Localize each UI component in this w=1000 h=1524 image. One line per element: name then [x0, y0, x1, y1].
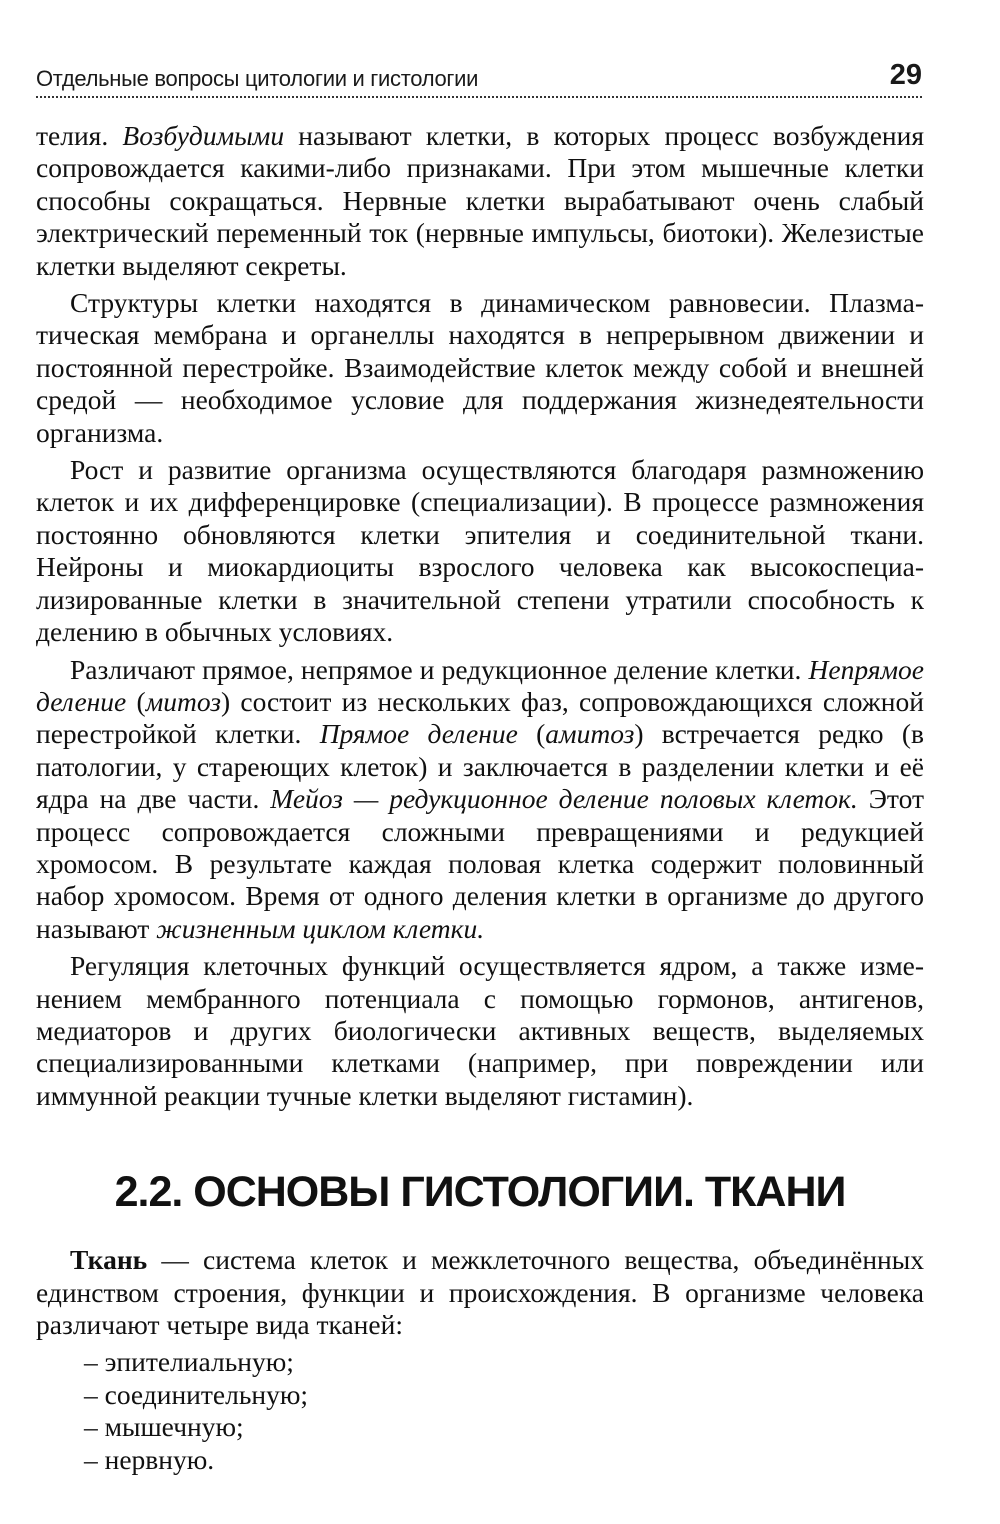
- text-run: ) состоит из нескольких фаз, сопровождающихся сложной перестройкой клетки.: [36, 685, 924, 750]
- paragraph-tissue-definition: [36, 1244, 924, 1341]
- running-header: [36, 56, 922, 98]
- list-item: – эпителиальную;: [84, 1346, 294, 1378]
- list-item: – мышечную;: [84, 1411, 244, 1443]
- list-item: – соединительную;: [84, 1378, 309, 1410]
- text-run: ) встречается редко (в патологии, у стареющих клеток) и заключается в разделении клетки и её ядра на две части.: [36, 718, 924, 815]
- term-tissue: Ткань: [70, 1244, 148, 1276]
- paragraph-excitable-cells: [36, 120, 924, 282]
- term-amitosis: амитоз: [545, 718, 635, 750]
- term-cell-life-cycle: жизненным циклом клетки.: [156, 912, 485, 944]
- text-run: называют клетки, в которых процесс возбуждения сопровождается какими-либо признаками. При этом мышечные клетки способны сокращаться. Нервные клетки вырабатывают очень слабый электрический переменный ток (нервные импульсы, биотоки). Железистые клетки выделяют секреты.: [36, 120, 924, 281]
- tissue-types-list: [36, 1346, 924, 1476]
- page-body: [36, 120, 924, 1476]
- term-excitable: Возбудимыми: [122, 120, 285, 151]
- text-run: Различают прямое, непрямое и редукционное деление клетки.: [70, 653, 809, 685]
- page-number: 29: [889, 59, 922, 91]
- list-item: – нервную.: [84, 1443, 215, 1475]
- term-indirect-division: Непрямое деление: [36, 653, 924, 717]
- paragraph-regulation: Регуляция клеточных функций осуществляется ядром, а также изменением мембранного потенциала с помощью гормонов, антигенов, медиаторов и других биологически активных веществ, выделяемых специализированными клетками (например, при повреждении или иммунной реакции тучные клетки выделяют гистамин).: [36, 950, 924, 1111]
- paragraph-growth: Рост и развитие организма осуществляются благодаря размножению клеток и их дифференцировке (специализации). В процессе размножения постоянно обновляются клетки эпителия и соединительной ткани. Нейроны и миокардиоциты взрослого человека как высокоспециализированные клетки в значительной степени утратили способность к делению в обычных условиях.: [36, 454, 924, 648]
- paragraph-cell-structures: Структуры клетки находятся в динамическом равновесии. Плазматическая мембрана и органеллы находятся в непрерывном движении и постоянной перестройке. Взаимодействие клеток между собой и внешней средой — необходимое условие для поддержания жизнедеятельности организма.: [36, 287, 924, 448]
- text-run: Этот процесс сопровождается сложными превращениями и редукцией хромосом. В результате каждая половая клетка содержит половинный набор хромосом. Время от одного деления клетки в организме до другого называют: [36, 783, 924, 944]
- text-run: — система клеток и межклеточного вещества, объединённых единством строения, функции и происхождения. В организме человека различают четыре вида тканей:: [36, 1244, 924, 1340]
- term-meiosis: Мейоз — редукционное деление половых клеток.: [270, 783, 858, 815]
- text-run: телия.: [36, 120, 123, 151]
- running-title: Отдельные вопросы цитологии и гистологии: [36, 66, 479, 91]
- text-run: (: [126, 685, 146, 717]
- term-direct-division: Прямое деление: [319, 718, 518, 750]
- paragraph-cell-division: [36, 654, 924, 946]
- term-mitosis: митоз: [145, 685, 221, 717]
- section-heading: 2.2. ОСНОВЫ ГИСТОЛОГИИ. ТКАНИ: [114, 1168, 846, 1217]
- text-run: (: [517, 718, 546, 750]
